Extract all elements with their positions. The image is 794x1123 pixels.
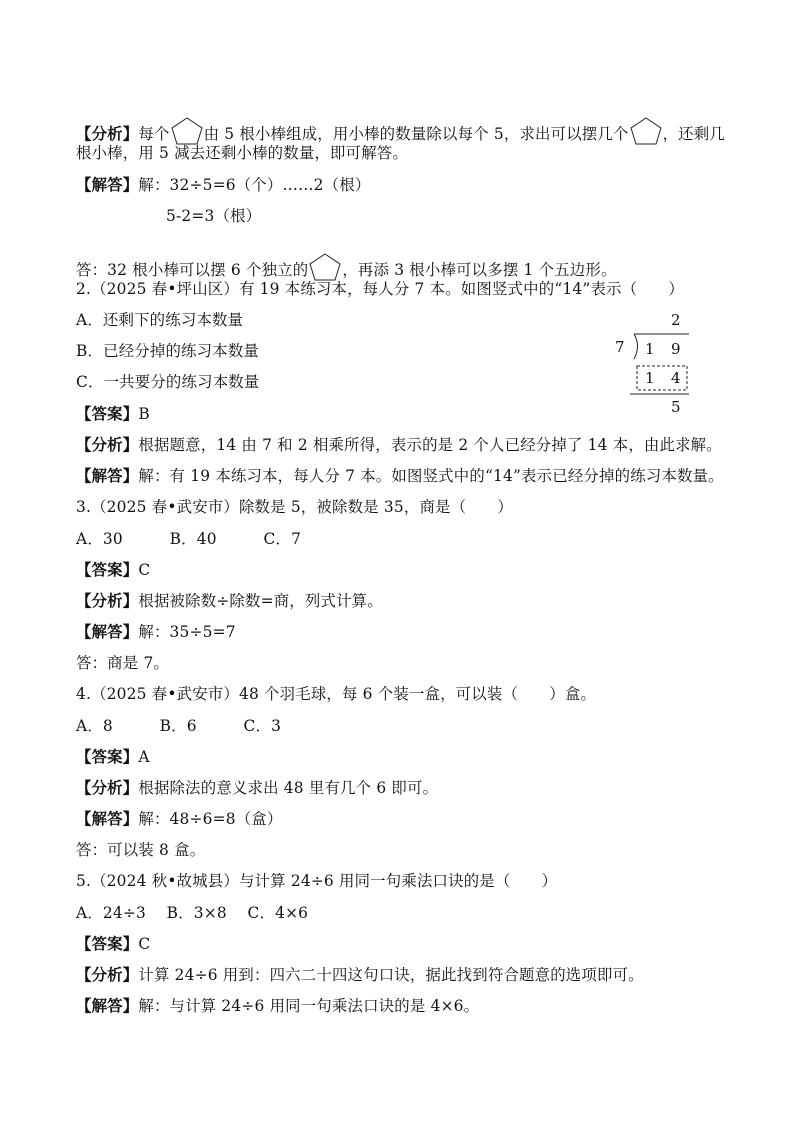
- q3-analysis-line: [76, 591, 383, 611]
- ld-product-digit: 1: [645, 369, 655, 387]
- pentagon-icon: [629, 116, 663, 146]
- answer-label: 【答案】: [76, 405, 139, 423]
- q3-analysis: 根据被除数÷除数=商，列式计算。: [138, 592, 383, 610]
- ld-product-digit: 4: [671, 369, 681, 387]
- q2-answer: B: [138, 405, 150, 423]
- analysis-label: 【分析】: [76, 779, 139, 797]
- pentagon-icon: [308, 252, 342, 282]
- q5-answer: C: [138, 935, 151, 953]
- q5-analysis-line: [76, 965, 644, 985]
- q2-option-b: B．已经分掉的练习本数量: [76, 342, 260, 360]
- q2-analysis-line: [76, 435, 722, 455]
- ld-dividend-digit: 9: [671, 340, 681, 358]
- q2-stem: 2.（2025 春•坪山区）有 19 本练习本，每人分 7 本。如图竖式中的“14”表示（ ）: [76, 280, 685, 298]
- long-division-figure: [610, 308, 690, 418]
- q3-solution-line: [76, 622, 236, 642]
- ld-quotient: 2: [671, 311, 681, 329]
- q1-analysis-text-b: 由 5 根小棒组成，用小棒的数量除以每个 5，求出可以摆几个: [203, 125, 629, 143]
- answer-label: 【答案】: [76, 561, 139, 579]
- q3-final-answer: 答：商是 7。: [76, 654, 170, 672]
- answer-label: 【答案】: [76, 935, 139, 953]
- q3-stem: 3.（2025 春•武安市）除数是 5，被除数是 35，商是（ ）: [76, 498, 513, 516]
- q1-analysis-text-a: 每个: [138, 125, 170, 143]
- analysis-label: 【分析】: [76, 966, 139, 984]
- q3-answer-line: [76, 560, 150, 580]
- analysis-label: 【分析】: [76, 125, 139, 143]
- solution-label: 【解答】: [76, 810, 139, 828]
- q5-analysis: 计算 24÷6 用到：四六二十四这句口诀，据此找到符合题意的选项即可。: [138, 966, 644, 984]
- q2-answer-line: [76, 404, 150, 424]
- q5-answer-line: [76, 934, 150, 954]
- solution-label: 【解答】: [76, 467, 139, 485]
- q4-solution-line: [76, 809, 283, 829]
- q1-solution-line1: [76, 175, 370, 195]
- q2-analysis: 根据题意，14 由 7 和 2 相乘所得，表示的是 2 个人已经分掉了 14 本，由此求解。: [138, 436, 722, 454]
- q1-answer-text-a: 答：32 根小棒可以摆 6 个独立的: [76, 261, 309, 279]
- solution-label: 【解答】: [76, 623, 139, 641]
- q2-solution: 解：有 19 本练习本，每人分 7 本。如图竖式中的“14”表示已经分掉的练习本数量。: [138, 467, 724, 485]
- ld-divisor: 7: [615, 338, 625, 356]
- ld-dividend-digit: 1: [645, 340, 655, 358]
- q2-solution-line: [76, 466, 724, 486]
- q4-answer-line: [76, 747, 150, 767]
- q2-option-a: A．还剩下的练习本数量: [76, 311, 244, 329]
- q1-solution-text: 解：32÷5=6（个）……2（根）: [138, 176, 371, 194]
- q4-solution: 解：48÷6=8（盒）: [138, 810, 283, 828]
- ld-remainder: 5: [671, 398, 681, 416]
- q3-answer: C: [138, 561, 151, 579]
- q4-analysis: 根据除法的意义求出 48 里有几个 6 即可。: [138, 779, 439, 797]
- q1-analysis-line1: [76, 116, 725, 146]
- pentagon-icon: [170, 116, 204, 146]
- q1-analysis-line2: 根小棒，用 5 减去还剩小棒的数量，即可解答。: [76, 144, 408, 162]
- q1-solution-line2: 5-2=3（根）: [166, 207, 262, 225]
- q1-answer-text-b: ，再添 3 根小棒可以多摆 1 个五边形。: [342, 261, 617, 279]
- answer-label: 【答案】: [76, 748, 139, 766]
- q5-solution: 解：与计算 24÷6 用同一句乘法口诀的是 4×6。: [138, 997, 480, 1015]
- q3-options: A．30 B．40 C．7: [76, 530, 302, 548]
- q4-final-answer: 答：可以装 8 盒。: [76, 841, 206, 859]
- q5-solution-line: [76, 996, 479, 1016]
- q5-stem: 5.（2024 秋•故城县）与计算 24÷6 用同一句乘法口诀的是（ ）: [76, 872, 558, 890]
- ld-lines: [610, 308, 690, 418]
- q2-option-c: C．一共要分的练习本数量: [76, 373, 260, 391]
- solution-label: 【解答】: [76, 997, 139, 1015]
- q4-analysis-line: [76, 778, 438, 798]
- q1-analysis-text-c: ，还剩几: [662, 125, 725, 143]
- q5-options: A．24÷3 B．3×8 C．4×6: [76, 904, 309, 922]
- q4-stem: 4.（2025 春•武安市）48 个羽毛球，每 6 个装一盒，可以装（ ）盒。: [76, 685, 597, 703]
- q3-solution: 解：35÷5=7: [138, 623, 236, 641]
- q1-answer-line: [76, 252, 617, 282]
- solution-label: 【解答】: [76, 176, 139, 194]
- q4-answer: A: [138, 748, 150, 766]
- analysis-label: 【分析】: [76, 592, 139, 610]
- q4-options: A．8 B．6 C．3: [76, 717, 282, 735]
- analysis-label: 【分析】: [76, 436, 139, 454]
